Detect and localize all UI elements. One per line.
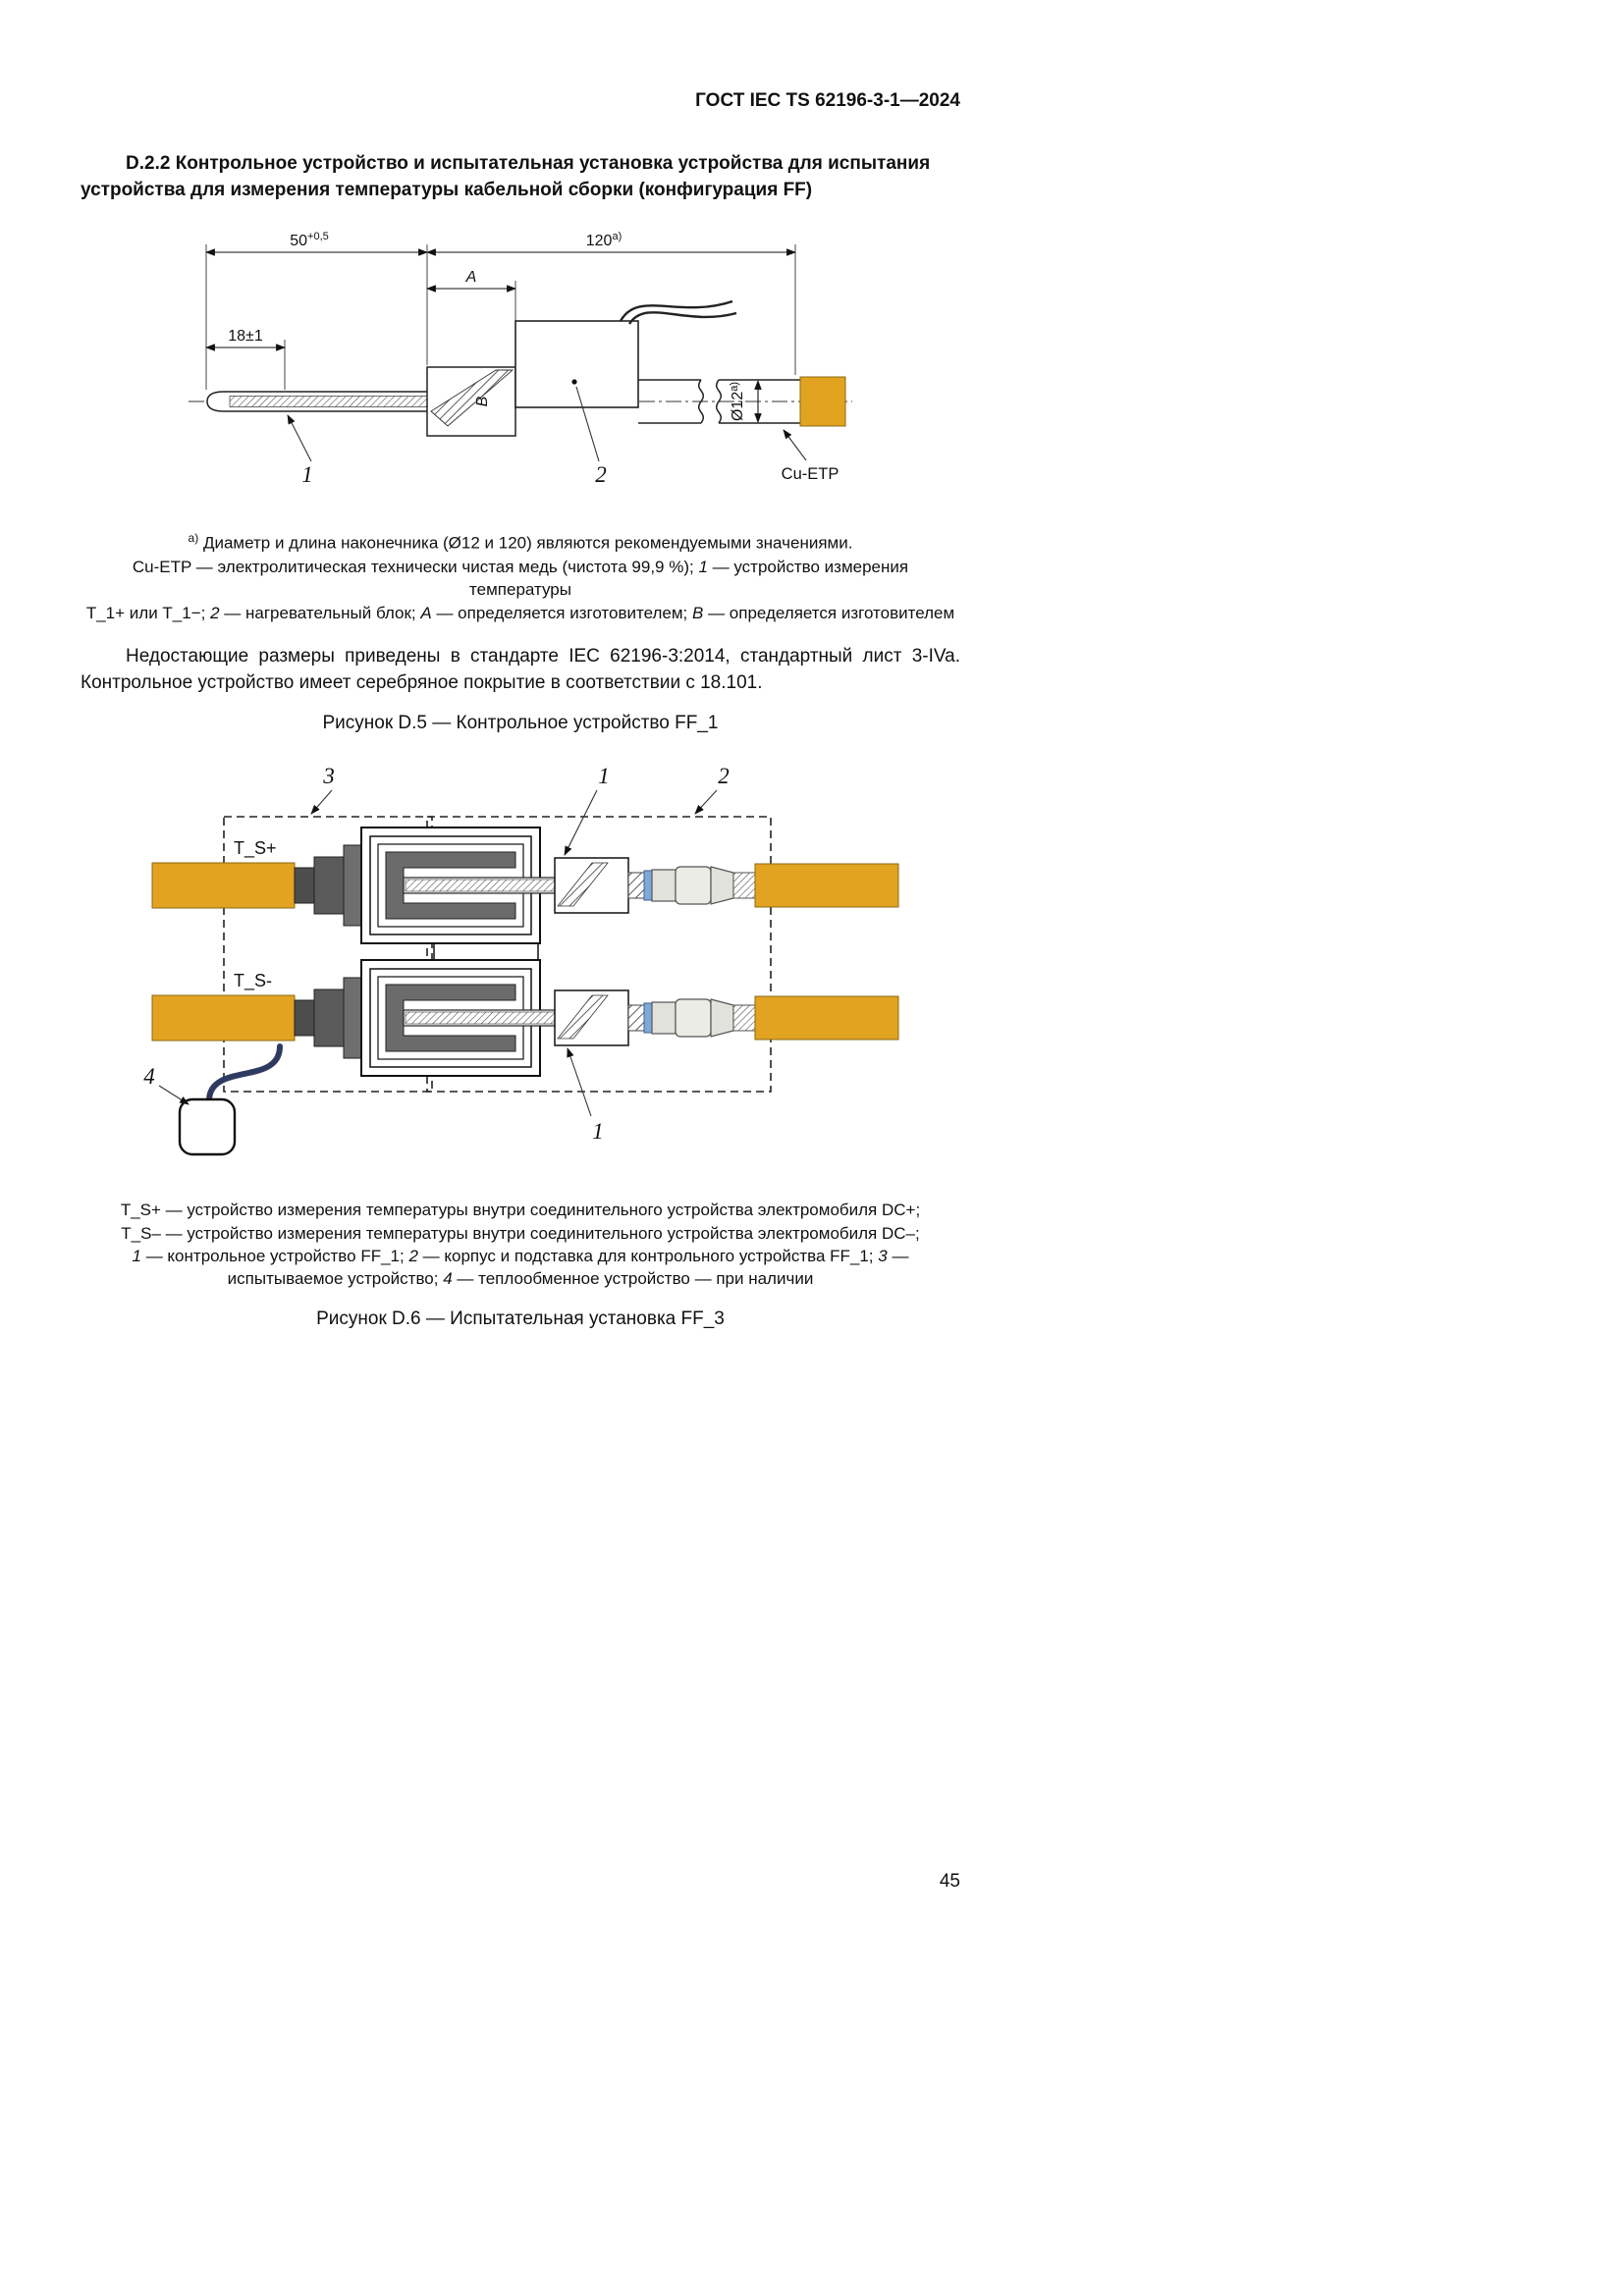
document-header: ГОСТ IEC TS 62196-3-1—2024: [695, 90, 960, 111]
legend-segment: Т_1+ или Т_1−;: [85, 603, 211, 622]
heat-exchanger-device: [180, 1099, 235, 1154]
callout-2: 2: [718, 764, 730, 789]
figure-d5-caption: Рисунок D.5 — Контрольное устройство FF_1: [322, 713, 719, 734]
figure-d6-legend: [81, 1199, 960, 1291]
figure-d5-footnote: [81, 530, 960, 556]
legend-segment: — корпус и подставка для контрольного устройства FF_1;: [417, 1246, 879, 1265]
legend-key-2: 2: [408, 1246, 418, 1265]
figure-d5-drawing: [177, 225, 864, 509]
callout-3: 3: [323, 764, 335, 789]
heating-block: [515, 321, 638, 407]
legend-key-4: 4: [443, 1269, 453, 1289]
legend-segment: — устройство измерения температуры: [469, 557, 909, 600]
cu-etp-terminal: [800, 377, 845, 426]
legend-segment: — контрольное устройство FF_1;: [140, 1246, 409, 1265]
legend-line: T_S– — устройство измерения температуры внутри соединительного устройства электромобиля DC–;: [121, 1223, 920, 1243]
legend-segment: — определяется изготовителем;: [431, 603, 692, 622]
dim-b-label: B: [474, 396, 491, 407]
document-page: [81, 0, 960, 1330]
callout-2: 2: [595, 462, 607, 488]
label-cu-etp: Cu-ETP: [781, 465, 839, 484]
figure-d5-legend: [81, 556, 960, 624]
figure-d5: [81, 225, 960, 514]
legend-key-1: 1: [132, 1246, 141, 1265]
figure-d6-drawing: [133, 758, 908, 1170]
label-ts-minus: T_S-: [234, 971, 273, 991]
callout-1: 1: [301, 462, 313, 488]
legend-key-3: 3: [878, 1246, 888, 1265]
dim-18-label: 18±1: [228, 328, 263, 346]
legend-key-1: 1: [698, 557, 708, 576]
body-paragraph: Недостающие размеры приведены в стандарте IEC 62196-3:2014, стандартный лист 3-IVa. Контрольное устройство имеет серебряное покрытие в соответствии с 18.101.: [81, 646, 960, 694]
dim-a-label: A: [465, 269, 477, 287]
legend-line: [81, 1245, 960, 1291]
legend-segment: — определяется изготовителем: [703, 603, 955, 622]
footnote-text: Диаметр и длина наконечника (Ø12 и 120) являются рекомендуемыми значениями.: [198, 533, 853, 553]
label-ts-plus: T_S+: [234, 838, 277, 859]
callout-1-bottom: 1: [592, 1119, 604, 1145]
page-number: 45: [939, 1871, 960, 1892]
section-heading: D.2.2 Контрольное устройство и испытательная установка устройства для испытания устройства для измерения температуры кабельной сборки (конфигурация FF): [81, 153, 931, 200]
legend-key-2: 2: [210, 603, 220, 622]
legend-segment: — теплообменное устройство — при наличии: [452, 1269, 814, 1289]
legend-line: T_S+ — устройство измерения температуры внутри соединительного устройства электромобиля DC+;: [120, 1201, 921, 1220]
legend-key-b: В: [692, 603, 704, 622]
dim-50-label: $50^{+0,5}$: [290, 231, 329, 250]
legend-segment: — нагревательный блок;: [219, 603, 421, 622]
legend-segment: — испытываемое устройство;: [227, 1246, 909, 1289]
callout-4: 4: [143, 1064, 155, 1090]
temperature-probe: [207, 392, 432, 411]
legend-segment: Cu-ETP — электролитическая технически чистая медь (чистота 99,9 %);: [132, 557, 699, 576]
gland-block: [427, 367, 515, 436]
figure-d6-caption: Рисунок D.6 — Испытательная установка FF_3: [316, 1308, 725, 1329]
frame-connectors: [434, 943, 538, 960]
legend-line: [81, 602, 960, 624]
legend-key-a: А: [420, 603, 432, 622]
figure-d6: [81, 758, 960, 1175]
dim-diameter-label: Ø12$^{a)}$: [729, 382, 746, 422]
legend-line: [81, 556, 960, 602]
dim-120-label: 120$^{a)}$: [585, 231, 623, 250]
callout-1-top: 1: [598, 764, 610, 789]
footnote-marker: a): [188, 531, 199, 546]
